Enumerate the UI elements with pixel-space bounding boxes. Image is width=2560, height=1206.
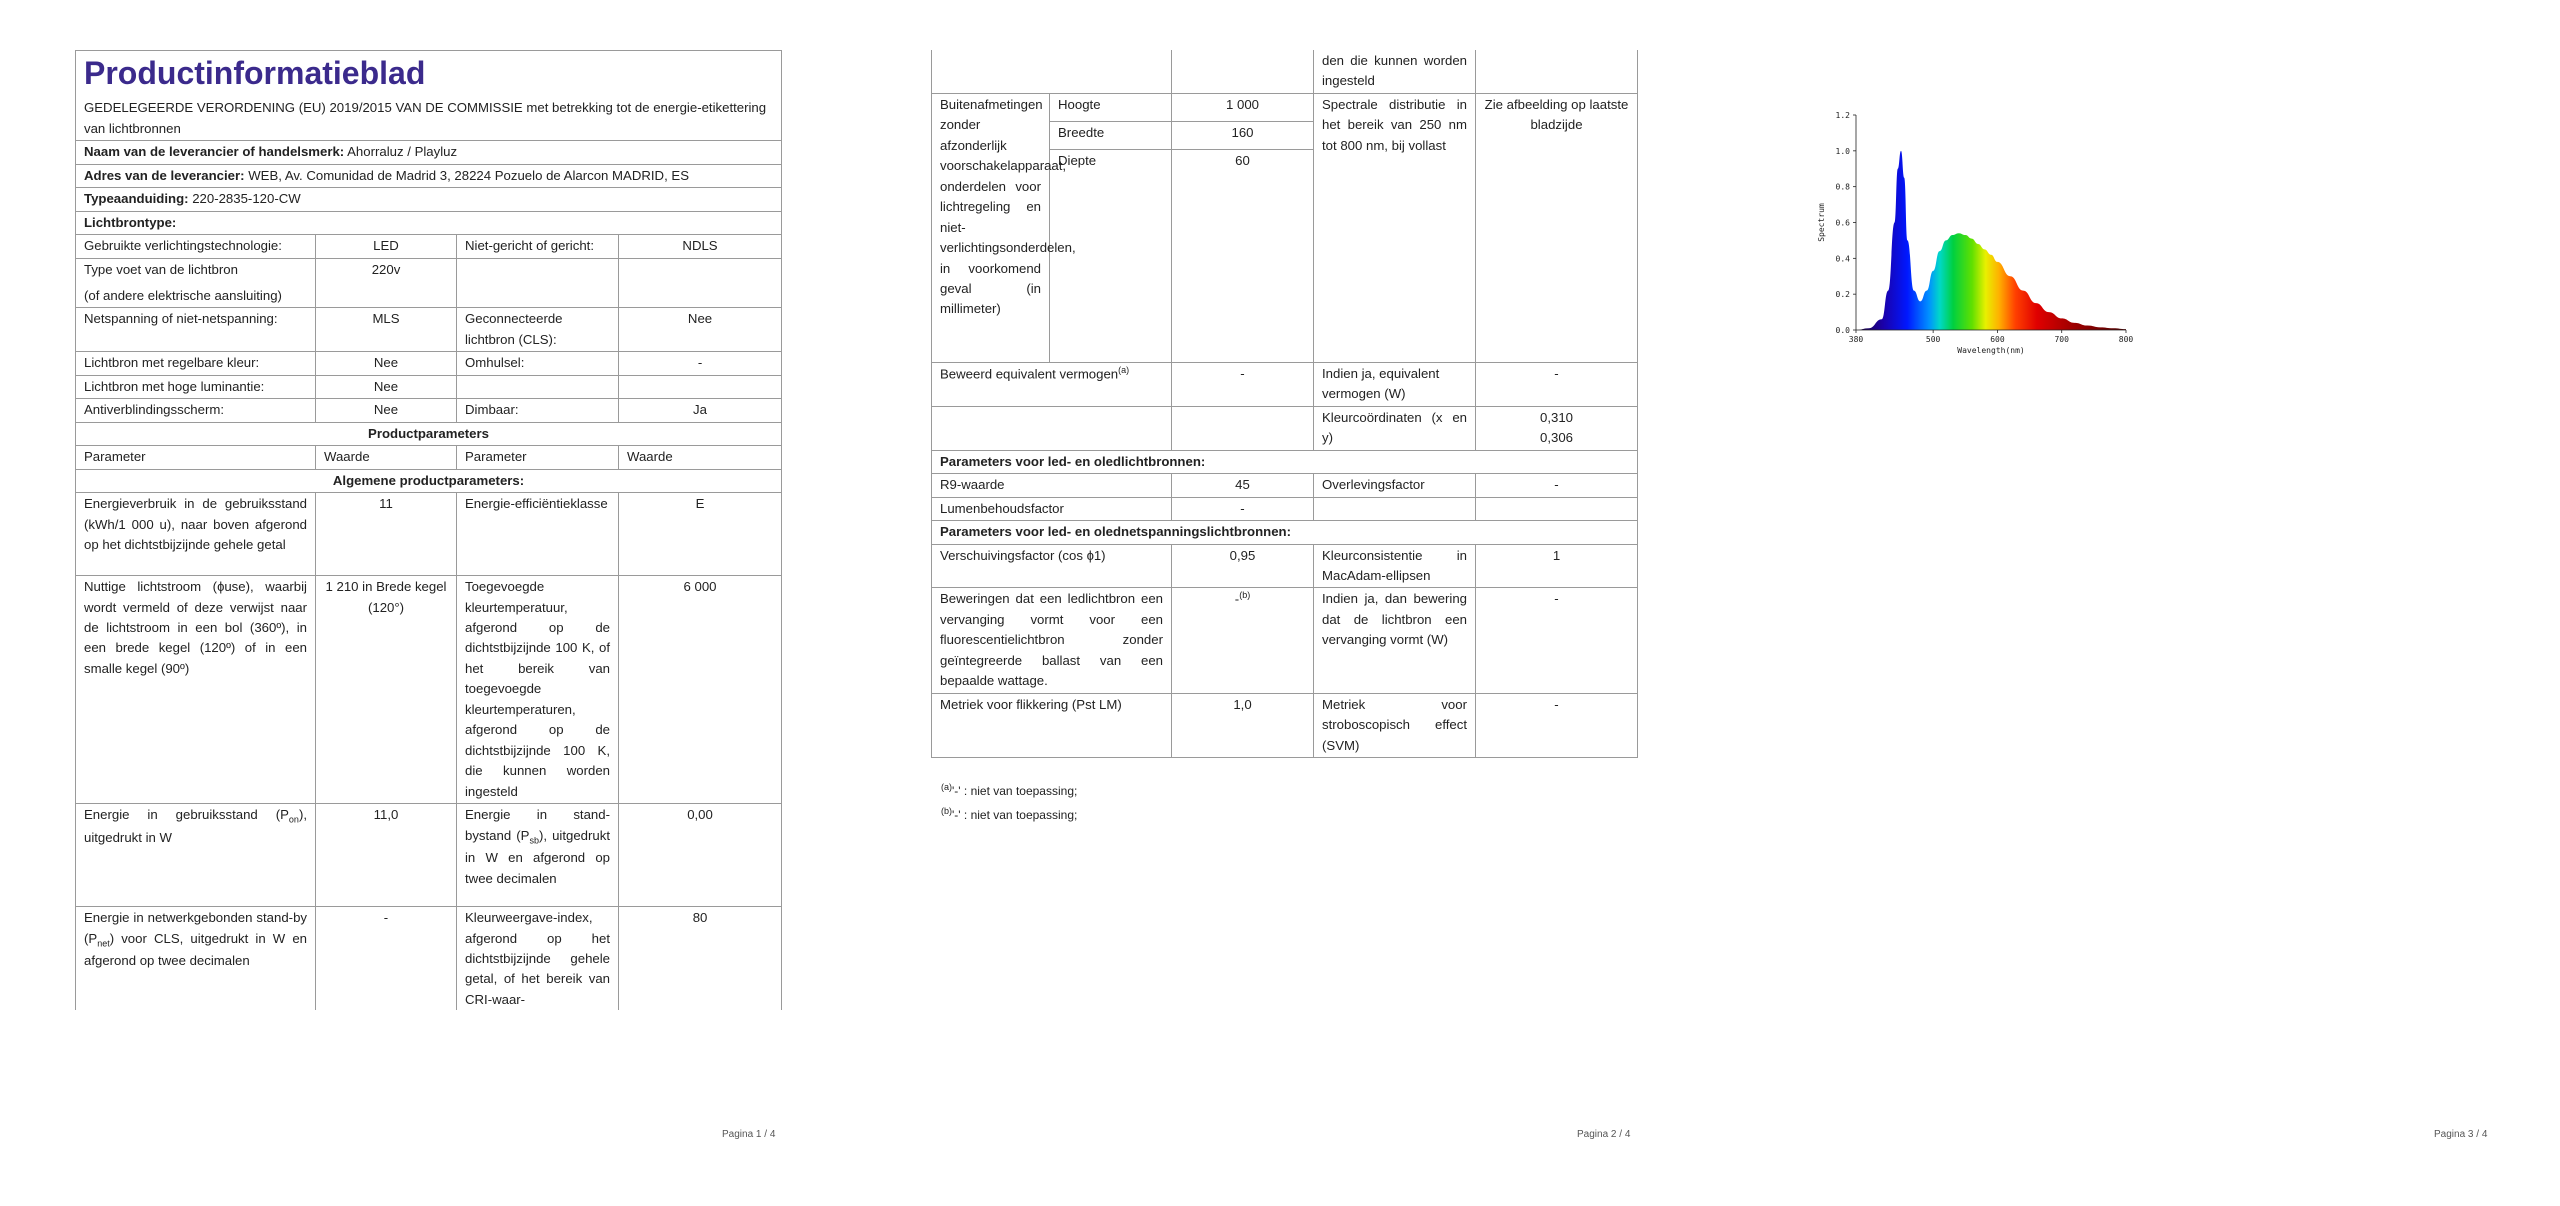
spectrum-chart [1801, 105, 2141, 365]
page-2 [853, 0, 1706, 1206]
luminous-flux-value: 1 210 in Brede kegel (120°) [316, 576, 457, 804]
table-row [932, 474, 1638, 497]
table-row [932, 406, 1638, 450]
dimension-value: 160 [1172, 121, 1314, 149]
y-axis-label: Spectrum [1817, 203, 1826, 242]
footnote-a: $^{(a)}$'-' : niet van toepassing; [941, 782, 1078, 798]
product-info-table-part-1 [75, 50, 782, 1010]
on-mode-power-value: 11,0 [316, 804, 457, 907]
row-label [457, 258, 619, 308]
dimension-value: 1 000 [1172, 93, 1314, 121]
footnote-b: $^{(b)}$'-' : niet van toepassing; [941, 806, 1078, 822]
x-tick-label: 800 [2118, 335, 2134, 344]
table-header-row [76, 446, 782, 469]
chromaticity-label: Kleurcoördinaten (x en y) [1314, 406, 1476, 450]
row-label: Netspanning of niet-netspanning: [76, 308, 316, 352]
macadam-value: 1 [1476, 544, 1638, 588]
energy-consumption-value: 11 [316, 493, 457, 576]
dimension-name: Diepte [1050, 149, 1172, 362]
stroboscopic-value: - [1476, 693, 1638, 757]
row-label: Lichtbron met hoge luminantie: [76, 375, 316, 398]
row-value [619, 375, 782, 398]
x-tick-label: 500 [1925, 335, 1941, 344]
energy-class-value: E [619, 493, 782, 576]
y-tick-label: 1.0 [1835, 146, 1850, 156]
table-row [76, 235, 782, 258]
power-factor-label: Verschuivingsfactor (cos ɸ1) [932, 544, 1172, 588]
page-3 [1706, 0, 2560, 1206]
color-temperature-label: Toegevoegde kleurtemperatuur, afgerond op de dichtstbijzijnde 100 K, of het bereik van toegevoegde kleurtemperaturen, afgerond op de dichtstbijzijnde 100 K, die kunnen worden ingesteld [457, 576, 619, 804]
column-header: Parameter [76, 446, 316, 469]
stroboscopic-label: Metriek voor stroboscopisch effect (SVM) [1314, 693, 1476, 757]
equivalent-power-question: Indien ja, equivalent vermogen (W) [1314, 362, 1476, 406]
color-rendering-label: Kleurweergave-index, afgerond op het dichtstbijzijnde gehele getal, of het bereik van CRI-waar- [457, 907, 619, 1011]
table-row [76, 375, 782, 398]
row-value: NDLS [619, 235, 782, 258]
energy-consumption-label: Energieverbruik in de gebruiksstand (kWh/1 000 u), naar boven afgerond op het dichtstbijzijnde gehele getal [76, 493, 316, 576]
product-info-table-part-2 [931, 50, 1638, 758]
survival-factor-label: Overlevingsfactor [1314, 474, 1476, 497]
page-title: Productinformatieblad [84, 55, 426, 91]
on-mode-power-label: Energie in gebruiksstand $(P_{on})$, uitgedrukt in W [76, 804, 316, 907]
row-label: Antiverblindingsscherm: [76, 399, 316, 422]
row-label: Omhulsel: [457, 352, 619, 375]
table-row [76, 308, 782, 352]
row-label: Niet-gericht of gericht: [457, 235, 619, 258]
row-label: Geconnecteerde lichtbron (CLS): [457, 308, 619, 352]
energy-class-label: Energie-efficiëntieklasse [457, 493, 619, 576]
row-value: 220v [316, 258, 457, 308]
y-tick-label: 0.4 [1835, 254, 1850, 264]
chart-plot-area [1856, 151, 2126, 330]
power-factor-value: 0,95 [1172, 544, 1314, 588]
table-row [932, 544, 1638, 588]
table-row [932, 50, 1638, 93]
column-header: Waarde [316, 446, 457, 469]
spectral-value: Zie afbeelding op laatste bladzijde [1476, 93, 1638, 362]
table-row [76, 399, 782, 422]
regulation-text: GEDELEGEERDE VERORDENING (EU) 2019/2015 VAN DE COMMISSIE met betrekking tot de energie-etikettering van lichtbronnen [84, 100, 767, 136]
spectrum-area [1856, 151, 2126, 330]
replacement-answer: - [1476, 588, 1638, 693]
table-row [76, 258, 782, 308]
table-row [932, 362, 1638, 406]
dimension-name: Hoogte [1050, 93, 1172, 121]
table-row [76, 493, 782, 576]
x-tick-label: 600 [1990, 335, 2005, 344]
table-row [932, 693, 1638, 757]
row-value: Nee [619, 308, 782, 352]
networked-standby-label: Energie in netwerkgebonden stand-by $(P_{net})$ voor CLS, uitgedrukt in W en afgerond op twee decimalen [76, 907, 316, 1011]
supplier-value: Ahorraluz / Playluz [347, 144, 458, 160]
lumen-maintenance-value: - [1172, 497, 1314, 520]
column-header: Waarde [619, 446, 782, 469]
color-temperature-value: 6 000 [619, 576, 782, 804]
mains-params-heading: Parameters voor led- en olednetspanningslichtbronnen: [932, 521, 1638, 544]
led-params-heading: Parameters voor led- en oledlichtbronnen: [932, 450, 1638, 473]
flicker-label: Metriek voor flikkering (Pst LM) [932, 693, 1172, 757]
row-label: Gebruikte verlichtingstechnologie: [76, 235, 316, 258]
product-params-heading: Productparameters [76, 422, 782, 445]
column-header: Parameter [457, 446, 619, 469]
y-tick-label: 0.8 [1835, 182, 1850, 192]
replacement-question: Indien ja, dan bewering dat de lichtbron een vervanging vormt (W) [1314, 588, 1476, 693]
replacement-claim-label: Beweringen dat een ledlichtbron een vervanging vormt voor een fluorescentielichtbron zonder geïntegreerde ballast van een bepaalde wattage. [932, 588, 1172, 693]
equivalent-power-label: Beweerd equivalent vermogen$^{(a)}$ [932, 362, 1172, 406]
replacement-claim-value: -$^{(b)}$ [1172, 588, 1314, 693]
y-tick-label: 0.6 [1835, 218, 1850, 228]
y-tick-label: 0.2 [1835, 290, 1850, 300]
y-tick-label: 1.2 [1835, 111, 1850, 120]
row-value: Nee [316, 399, 457, 422]
address-value: WEB, Av. Comunidad de Madrid 3, 28224 Pozuelo de Alarcon MADRID, ES [248, 167, 689, 183]
page-number: Pagina 3 / 4 [2434, 1129, 2488, 1140]
table-row [76, 804, 782, 907]
table-row [932, 588, 1638, 693]
luminous-flux-label: Nuttige lichtstroom (ɸuse), waarbij wordt vermeld of deze verwijst naar de lichtstroom in een bol (360º), in een brede kegel (120º) of in een smalle kegel (90º) [76, 576, 316, 804]
dimensions-label: Buitenafmetingen zonder afzonderlijk voorschakelapparaat, onderdelen voor lichtregeling en niet-verlichtingsonderdelen, in voorkomend geval (in millimeter) [932, 93, 1050, 362]
survival-factor-value: - [1476, 474, 1638, 497]
r9-value: 45 [1172, 474, 1314, 497]
page-1 [0, 0, 853, 1206]
row-label: Dimbaar: [457, 399, 619, 422]
page-number: Pagina 1 / 4 [722, 1129, 776, 1140]
dimension-value: 60 [1172, 149, 1314, 362]
row-label: Type voet van de lichtbron (of andere elektrische aansluiting) [76, 258, 316, 308]
row-value: MLS [316, 308, 457, 352]
standby-power-label: Energie in stand-bystand $(P_{sb})$, uitgedrukt in W en afgerond op twee decimalen [457, 804, 619, 907]
y-tick-label: 0.0 [1835, 326, 1850, 335]
row-value: - [619, 352, 782, 375]
chromaticity-value: 0,310 0,306 [1476, 406, 1638, 450]
continued-text: den die kunnen worden ingesteld [1314, 50, 1476, 93]
x-tick-label: 380 [1848, 335, 1864, 344]
macadam-label: Kleurconsistentie in MacAdam-ellipsen [1314, 544, 1476, 588]
lightsource-type-heading: Lichtbrontype: [76, 211, 782, 234]
dimension-name: Breedte [1050, 121, 1172, 149]
equivalent-power-value: - [1172, 362, 1314, 406]
x-axis-label: Wavelength(nm) [1957, 346, 2025, 355]
row-label [457, 375, 619, 398]
networked-standby-value: - [316, 907, 457, 1011]
supplier-label: Naam van de leverancier of handelsmerk: [84, 144, 345, 160]
row-value: Nee [316, 375, 457, 398]
table-row [932, 93, 1638, 121]
lumen-maintenance-label: Lumenbehoudsfactor [932, 497, 1172, 520]
row-value: Ja [619, 399, 782, 422]
standby-power-value: 0,00 [619, 804, 782, 907]
equivalent-power-answer: - [1476, 362, 1638, 406]
row-value: LED [316, 235, 457, 258]
table-row [76, 576, 782, 804]
table-row [76, 352, 782, 375]
r9-label: R9-waarde [932, 474, 1172, 497]
table-row [76, 907, 782, 1011]
table-row [932, 497, 1638, 520]
address-label: Adres van de leverancier: [84, 167, 245, 183]
color-rendering-value: 80 [619, 907, 782, 1011]
type-label: Typeaanduiding: [84, 191, 189, 207]
spectral-label: Spectrale distributie in het bereik van 250 nm tot 800 nm, bij vollast [1314, 93, 1476, 362]
page-number: Pagina 2 / 4 [1577, 1129, 1631, 1140]
row-value [619, 258, 782, 308]
type-value: 220-2835-120-CW [192, 191, 301, 207]
row-label: Lichtbron met regelbare kleur: [76, 352, 316, 375]
x-tick-label: 700 [2054, 335, 2069, 344]
general-params-heading: Algemene productparameters: [76, 469, 782, 492]
flicker-value: 1,0 [1172, 693, 1314, 757]
row-value: Nee [316, 352, 457, 375]
